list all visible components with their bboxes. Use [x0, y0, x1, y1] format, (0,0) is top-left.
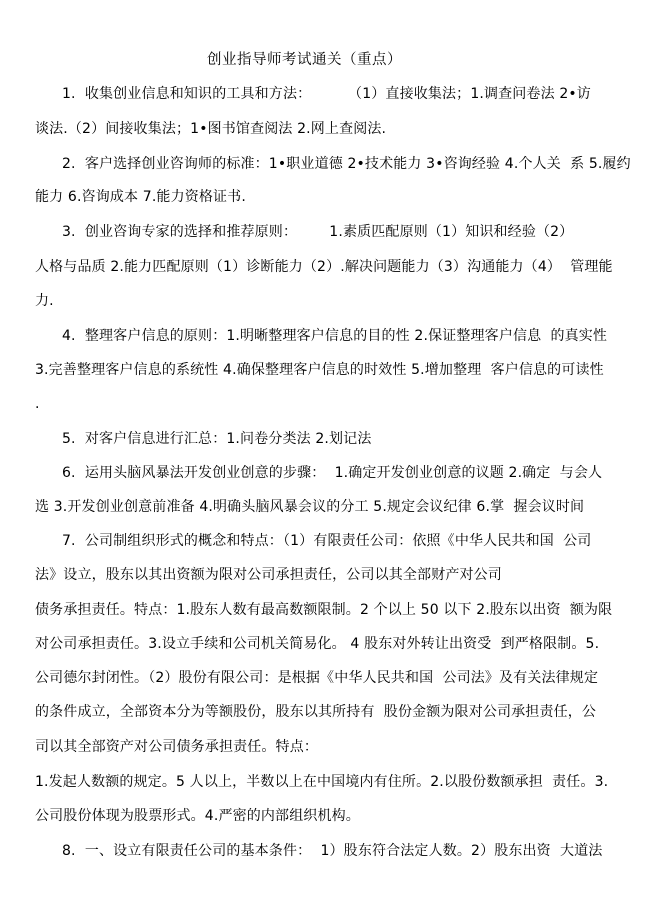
paragraph-line: 5. 对客户信息进行汇总：1.问卷分类法 2.划记法	[62, 431, 372, 447]
paragraph-line: 8. 一、设立有限责任公司的基本条件： 1）股东符合法定人数。2）股东出资 大道法	[62, 843, 603, 859]
paragraph-line: 1.发起人数额的规定。5 人以上，半数以上在中国境内有住所。2.以股份数额承担 责任。3.	[35, 774, 609, 790]
paragraph-line: 债务承担责任。特点：1.股东人数有最高数额限制。2 个以上 50 以下 2.股东以出资 额为限	[35, 602, 613, 618]
paragraph-line: 司以其全部资产对公司债务承担责任。特点：	[35, 739, 318, 755]
paragraph-line: 2. 客户选择创业咨询师的标准：1•职业道德 2•技术能力 3•咨询经验 4.个人关 系 5.履约	[62, 156, 631, 172]
paragraph-line: 力.	[35, 293, 54, 309]
paragraph-line: 3. 创业咨询专家的选择和推荐原则： 1.素质匹配原则（1）知识和经验（2）	[62, 224, 574, 240]
document-title: 创业指导师考试通关（重点）	[207, 52, 402, 68]
paragraph-line: 7. 公司制组织形式的概念和特点：（1）有限责任公司：依照《中华人民共和国 公司	[62, 533, 592, 549]
paragraph-line: 公司股份体现为股票形式。4.严密的内部组织机构。	[35, 808, 360, 824]
paragraph-line: 能力 6.咨询成本 7.能力资格证书.	[35, 189, 246, 205]
paragraph-line: 的条件成立，全部资本分为等额股份，股东以其所持有 股份金额为限对公司承担责任，公	[35, 704, 597, 720]
paragraph-line: 人格与品质 2.能力匹配原则（1）诊断能力（2）.解决问题能力（3）沟通能力（4） 管理能	[35, 259, 613, 275]
paragraph-line: 3.完善整理客户信息的系统性 4.确保整理客户信息的时效性 5.增加整理 客户信息的可读性	[35, 362, 604, 378]
paragraph-line: 法》设立，股东以其出资额为限对公司承担责任，公司以其全部财产对公司	[35, 567, 502, 583]
paragraph-line: 1. 收集创业信息和知识的工具和方法： （1）直接收集法；1.调查问卷法 2•访	[62, 86, 591, 102]
paragraph-line: 对公司承担责任。3.设立手续和公司机关简易化。 4 股东对外转让出资受 到严格限制。5.	[35, 636, 600, 652]
paragraph-line: 谈法.（2）间接收集法；1•图书馆查阅法 2.网上查阅法.	[35, 121, 387, 137]
paragraph-line: 公司德尔封闭性。（2）股份有限公司：是根据《中华人民共和国 公司法》及有关法律规定	[35, 670, 599, 686]
paragraph-line: 4. 整理客户信息的原则：1.明晰整理客户信息的目的性 2.保证整理客户信息 的真实性	[62, 328, 608, 344]
paragraph-line: 6. 运用头脑风暴法开发创业创意的步骤： 1.确定开发创业创意的议题 2.确定 与会人	[62, 465, 603, 481]
paragraph-line: .	[35, 396, 40, 412]
paragraph-line: 选 3.开发创业创意前准备 4.明确头脑风暴会议的分工 5.规定会议纪律 6.掌 握会议时间	[35, 499, 585, 515]
